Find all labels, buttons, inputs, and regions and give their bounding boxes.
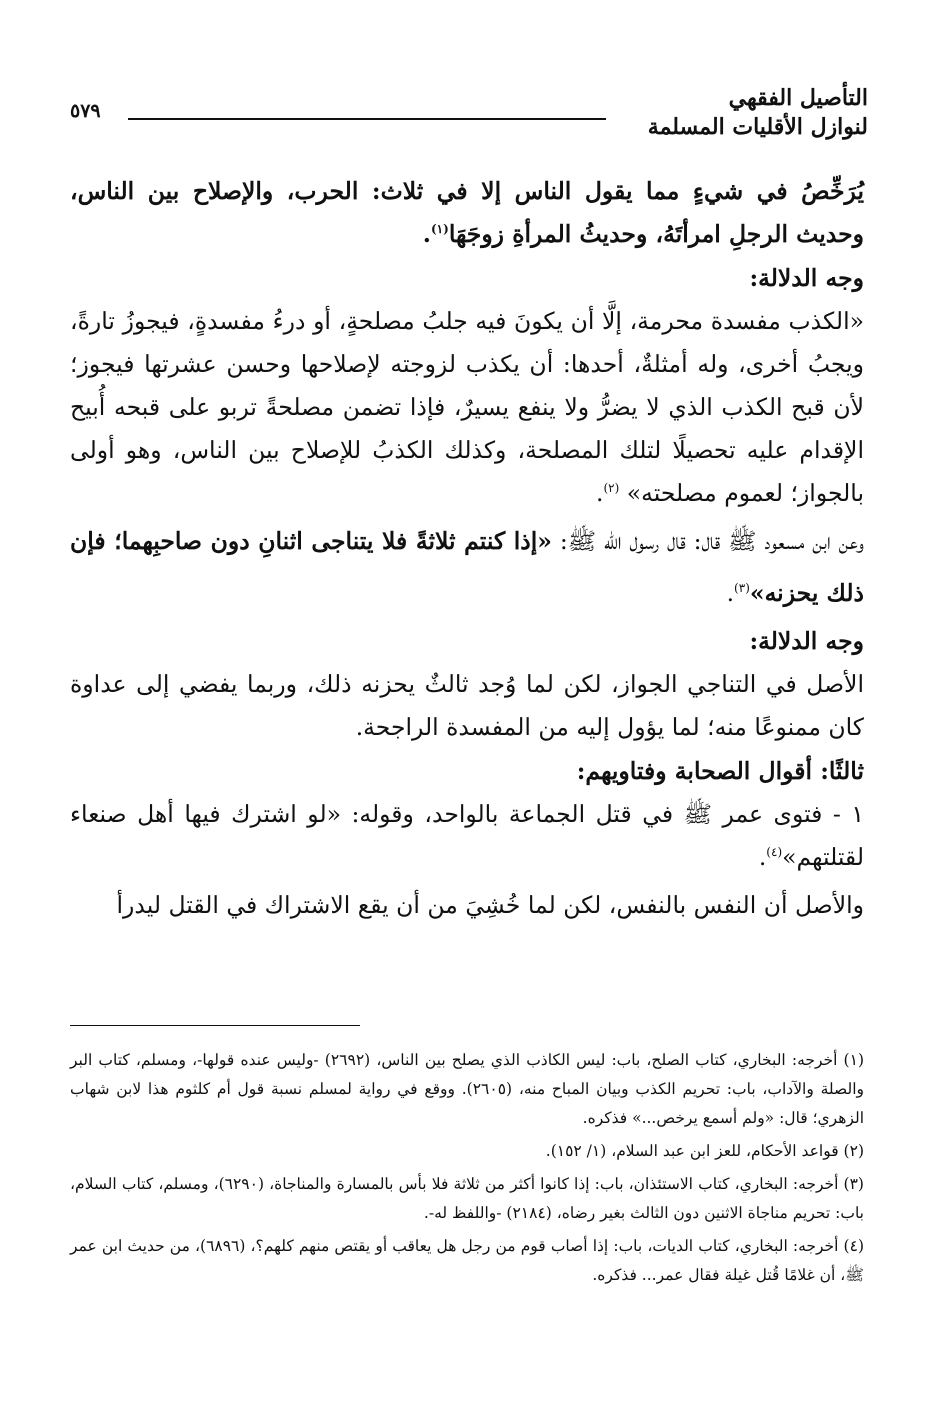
footnote-2: (٢) قواعد الأحكام، للعز ابن عبد السلام، (١/ ١٥٢). (545, 1142, 864, 1160)
continuation-paragraph: والأصل أن النفس بالنفس، لكن لما خُشِيَ من أن يقع الاشتراك في القتل ليدرأ (116, 891, 864, 919)
hadith-paragraph-2: وعن ابن مسعود ﷺ قال: قال رسول الله ﷺ: «إذا كنتم ثلاثةً فلا يتناجى اثنانِ دون صاحبِهما؛ فإن ذلك يحزنه»$^{(٣)}$. (70, 527, 864, 607)
header-rule (128, 118, 606, 120)
quote-paragraph: «الكذب مفسدة محرمة، إلَّا أن يكونَ فيه جلبُ مصلحةٍ، أو درءُ مفسدةٍ، فيجوزُ تارةً، ويجبُ أخرى، وله أمثلةٌ، أحدها: أن يكذب لزوجته لإصلاحها وحسن عشرتها فيجوز؛ لأن قبح الكذب الذي لا يضرُّ ولا ينفع يسيرٌ، فإذا تضمن مصلحةً تربو على قبحه أُبيح الإقدام عليه تحصيلًا لتلك المصلحة، وكذلك الكذبُ للإصلاح بين الناس، وهو أولى بالجواز؛ لعموم مصلحته» $^{(٢)}$. (70, 307, 864, 507)
quote-paragraph-content: «الكذب مفسدة محرمة، إلَّا أن يكونَ فيه جلبُ مصلحةٍ، أو درءُ مفسدةٍ، فيجوزُ تارةً، ويجبُ أخرى، وله أمثلةٌ، أحدها: أن يكذب لزوجته لإصلاحها وحسن عشرتها فيجوز؛ لأن قبح الكذب الذي لا يضرُّ ولا ينفع يسيرٌ، فإذا تضمن مصلحةً تربو على قبحه أُبيح الإقدام عليه تحصيلًا لتلك المصلحة، وكذلك الكذبُ للإصلاح بين الناس، وهو أولى بالجواز؛ لعموم مصلحته» (70, 307, 864, 507)
page-number: ٥٧٩ (70, 100, 101, 122)
running-title-line1: التأصيل الفقهي (728, 85, 868, 111)
fatwa-item-1: ١ - فتوى عمر ﷺ في قتل الجماعة بالواحد، وقوله: «لو اشترك فيها أهل صنعاء لقتلتهم»$^{(٤)}$. (70, 800, 864, 871)
footnotes (70, 1046, 864, 1294)
hadith-text-1: يُرَخِّصُ في شيءٍ مما يقول الناس إلا في ثلاث: الحرب، والإصلاح بين الناس، وحديث الرجلِ امرأتَهُ، وحديثُ المرأةِ زوجَهَا$^{(١)}$. (70, 177, 864, 248)
footnote-3: (٣) أخرجه: البخاري، كتاب الاستئذان، باب: إذا كانوا أكثر من ثلاثة فلا بأس بالمسارة والمناجاة، (٦٢٩٠)، ومسلم، كتاب السلام، باب: تحريم مناجاة الاثنين دون الثالث بغير رضاه، (٢١٨٤) -واللفظ له-. (70, 1175, 864, 1222)
footnote-1: (١) أخرجه: البخاري، كتاب الصلح، باب: ليس الكاذب الذي يصلح بين الناس، (٢٦٩٢) -وليس عنده قولها-، ومسلم، كتاب البر والصلة والآداب، باب: تحريم الكذب وبيان المباح منه، (٢٦٠٥). ووقع في رواية لمسلم نسبة قول أم كلثوم هذا لابن شهاب الزهري؛ قال: «ولم أسمع يرخص...» فذكره. (70, 1051, 864, 1127)
section-heading-evidence-2: وجه الدلالة: (749, 627, 864, 655)
fatwa-item-1-content: ١ - فتوى عمر ﷺ في قتل الجماعة بالواحد، وقوله: «لو اشترك فيها أهل صنعاء لقتلتهم» (70, 800, 864, 871)
footnote-ref-2: (٢) (603, 481, 620, 496)
footnote-ref-3: (٣) (734, 581, 750, 596)
running-title-line2: لنوازل الأقليات المسلمة (647, 114, 868, 140)
running-title (648, 84, 868, 142)
footnote-4: (٤) أخرجه: البخاري، كتاب الديات، باب: إذا أصاب قوم من رجل هل يعاقب أو يقتص منهم كلهم؟، (٦٨٩٦)، من حديث ابن عمر ﷺ، أن غلامًا قُتل غيلة فقال عمر... فذكره. (70, 1237, 864, 1284)
explanation-paragraph: الأصل في التناجي الجواز، لكن لما وُجد ثالثٌ يحزنه ذلك، وربما يفضي إلى عداوة كان ممنوعًا منه؛ لما يؤول إليه من المفسدة الراجحة. (70, 670, 864, 741)
footnote-ref-4: (٤) (766, 845, 783, 860)
section-heading-companions: ثالثًا: أقوال الصحابة وفتاويهم: (576, 757, 864, 785)
footnote-separator (70, 1025, 360, 1026)
footnote-ref-1: (١) (430, 222, 449, 237)
hadith-intro: وعن ابن مسعود ﷺ قال: قال رسول الله ﷺ: (559, 527, 864, 555)
main-text (70, 170, 864, 931)
hadith-text-2: «إذا كنتم ثلاثةً فلا يتناجى اثنانِ دون صاحبِهما؛ فإن ذلك يحزنه» (70, 527, 864, 607)
section-heading-evidence-1: وجه الدلالة: (749, 264, 864, 292)
page-header (70, 84, 868, 144)
hadith-text-1-content: يُرَخِّصُ في شيءٍ مما يقول الناس إلا في ثلاث: الحرب، والإصلاح بين الناس، وحديث الرجلِ امرأتَهُ، وحديثُ المرأةِ زوجَهَا (70, 177, 864, 248)
